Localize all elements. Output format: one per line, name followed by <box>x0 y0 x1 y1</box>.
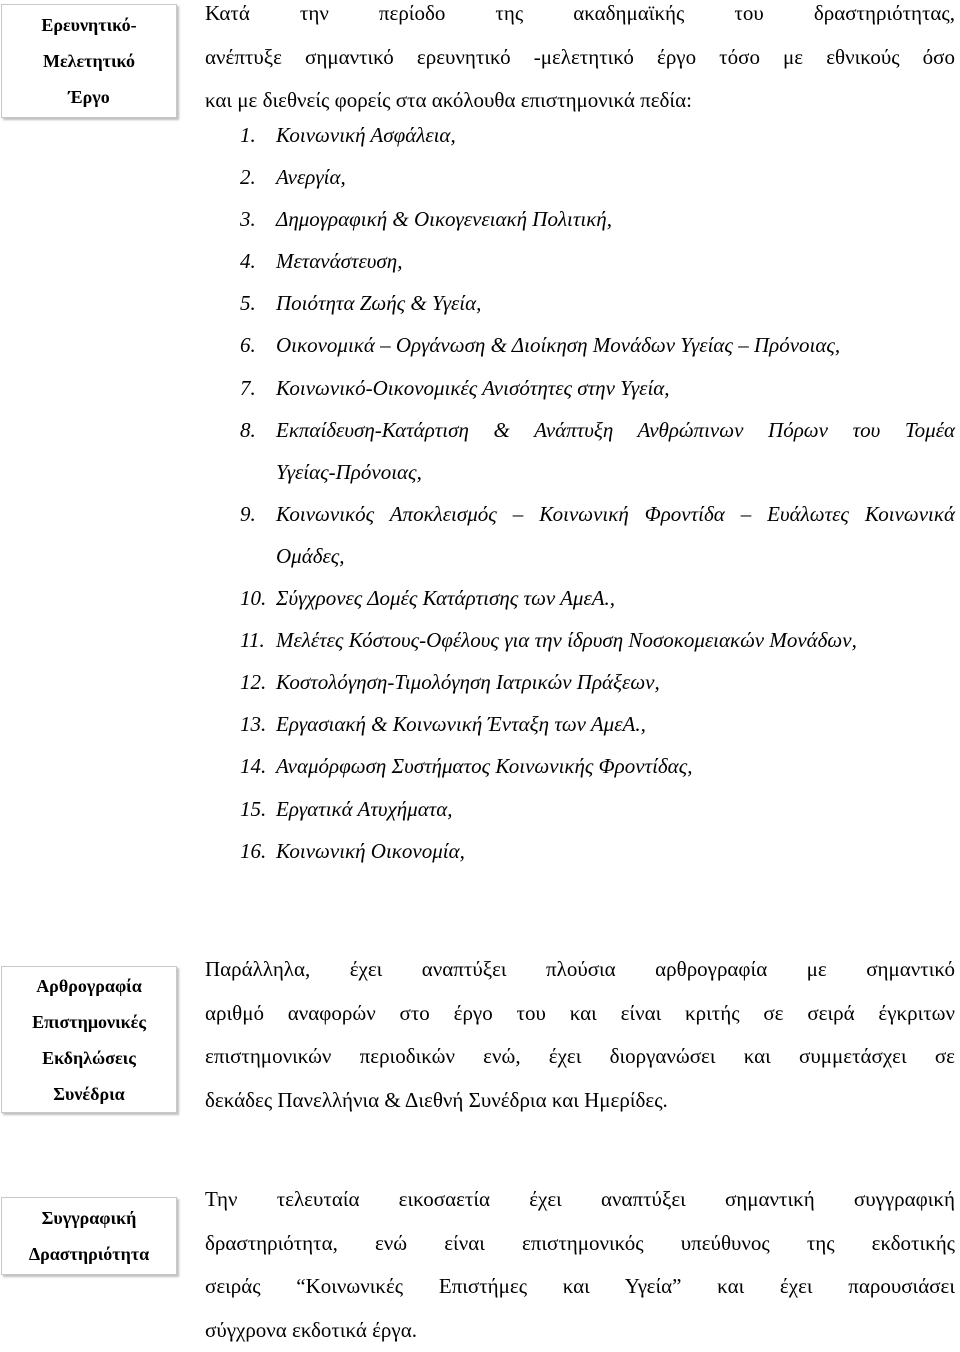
label-line: Αρθρογραφία <box>2 968 176 1004</box>
list-item-number: 9. <box>240 493 276 535</box>
articles-paragraph <box>205 948 955 1122</box>
list-item-text: Υγείας-Πρόνοιας, <box>276 451 955 493</box>
list-item-text: Ποιότητα Ζωής & Υγεία, <box>276 282 955 324</box>
list-item <box>240 324 955 366</box>
list-item <box>240 114 955 156</box>
list-item-number: 12. <box>240 661 276 703</box>
list-item-number: 4. <box>240 240 276 282</box>
list-item-number: 11. <box>240 619 276 661</box>
list-item <box>240 577 955 619</box>
paragraph-line: Την τελευταία εικοσαετία έχει αναπτύξει σημαντική συγγραφική <box>205 1178 955 1222</box>
list-item-text: Εργασιακή & Κοινωνική Ένταξη των ΑμεΑ., <box>276 703 955 745</box>
list-item <box>240 156 955 198</box>
research-intro-paragraph <box>205 0 955 123</box>
list-item <box>240 661 955 703</box>
list-item <box>240 282 955 324</box>
list-item-text: Δημογραφική & Οικογενειακή Πολιτική, <box>276 198 955 240</box>
writing-paragraph <box>205 1178 955 1352</box>
list-item-text: Μετανάστευση, <box>276 240 955 282</box>
list-item <box>240 409 955 451</box>
list-item-text: Σύγχρονες Δομές Κατάρτισης των ΑμεΑ., <box>276 577 955 619</box>
list-item-text: Κοστολόγηση-Τιμολόγηση Ιατρικών Πράξεων, <box>276 661 955 703</box>
label-line: Ερευνητικό- <box>2 7 176 43</box>
list-item <box>240 830 955 872</box>
articles-section-label <box>1 966 177 1113</box>
label-line: Δραστηριότητα <box>2 1236 176 1272</box>
list-item-number: 3. <box>240 198 276 240</box>
list-item <box>240 198 955 240</box>
list-item-text: Κοινωνική Οικονομία, <box>276 830 955 872</box>
label-line: Συγγραφική <box>2 1200 176 1236</box>
list-item-text: Ομάδες, <box>276 535 955 577</box>
paragraph-line: δεκάδες Πανελλήνια & Διεθνή Συνέδρια και Ημερίδες. <box>205 1079 955 1123</box>
list-item-number: 5. <box>240 282 276 324</box>
list-item-text: Κοινωνικό-Οικονομικές Ανισότητες στην Υγεία, <box>276 367 955 409</box>
label-line: Έργο <box>2 79 176 115</box>
list-item <box>240 619 955 661</box>
list-item-number: 1. <box>240 114 276 156</box>
paragraph-line: Παράλληλα, έχει αναπτύξει πλούσια αρθρογραφία με σημαντικό <box>205 948 955 992</box>
list-item <box>240 535 955 577</box>
list-item-text: Μελέτες Κόστους-Οφέλους για την ίδρυση Νοσοκομειακών Μονάδων, <box>276 619 955 661</box>
paragraph-line: δραστηριότητα, ενώ είναι επιστημονικός υπεύθυνος της εκδοτικής <box>205 1222 955 1266</box>
list-item-number: 2. <box>240 156 276 198</box>
paragraph-line: ανέπτυξε σημαντικό ερευνητικό -μελετητικό έργο τόσο με εθνικούς όσο <box>205 36 955 80</box>
list-item-number <box>240 535 276 577</box>
list-item-number: 7. <box>240 367 276 409</box>
research-section-label <box>1 4 177 118</box>
label-line: Εκδηλώσεις <box>2 1040 176 1076</box>
writing-section-label <box>1 1197 177 1275</box>
paragraph-line: επιστημονικών περιοδικών ενώ, έχει διοργανώσει και συμμετάσχει σε <box>205 1035 955 1079</box>
list-item-text: Εκπαίδευση-Κατάρτιση & Ανάπτυξη Ανθρώπινων Πόρων του Τομέα <box>276 409 955 451</box>
list-item-text: Κοινωνική Ασφάλεια, <box>276 114 955 156</box>
paragraph-line: σειράς “Κοινωνικές Επιστήμες και Υγεία” και έχει παρουσιάσει <box>205 1265 955 1309</box>
label-line: Συνέδρια <box>2 1076 176 1112</box>
list-item <box>240 745 955 787</box>
list-item-text: Εργατικά Ατυχήματα, <box>276 788 955 830</box>
list-item <box>240 451 955 493</box>
list-item <box>240 240 955 282</box>
label-line: Μελετητικό <box>2 43 176 79</box>
list-item <box>240 788 955 830</box>
list-item <box>240 367 955 409</box>
list-item-number: 16. <box>240 830 276 872</box>
list-item-number: 6. <box>240 324 276 366</box>
list-item-number: 8. <box>240 409 276 451</box>
list-item-number: 15. <box>240 788 276 830</box>
list-item <box>240 703 955 745</box>
paragraph-line: Κατά την περίοδο της ακαδημαϊκής του δραστηριότητας, <box>205 0 955 36</box>
list-item-text: Οικονομικά – Οργάνωση & Διοίκηση Μονάδων Υγείας – Πρόνοιας, <box>276 324 955 366</box>
list-item <box>240 493 955 535</box>
list-item-text: Κοινωνικός Αποκλεισμός – Κοινωνική Φροντίδα – Ευάλωτες Κοινωνικά <box>276 493 955 535</box>
research-topics-list <box>240 114 955 872</box>
list-item-text: Αναμόρφωση Συστήματος Κοινωνικής Φροντίδας, <box>276 745 955 787</box>
label-line: Επιστημονικές <box>2 1004 176 1040</box>
list-item-number: 14. <box>240 745 276 787</box>
list-item-number: 13. <box>240 703 276 745</box>
list-item-number <box>240 451 276 493</box>
paragraph-line: και με διεθνείς φορείς στα ακόλουθα επιστημονικά πεδία: <box>205 79 955 123</box>
list-item-number: 10. <box>240 577 276 619</box>
paragraph-line: σύγχρονα εκδοτικά έργα. <box>205 1309 955 1352</box>
list-item-text: Ανεργία, <box>276 156 955 198</box>
paragraph-line: αριθμό αναφορών στο έργο του και είναι κριτής σε σειρά έγκριτων <box>205 992 955 1036</box>
